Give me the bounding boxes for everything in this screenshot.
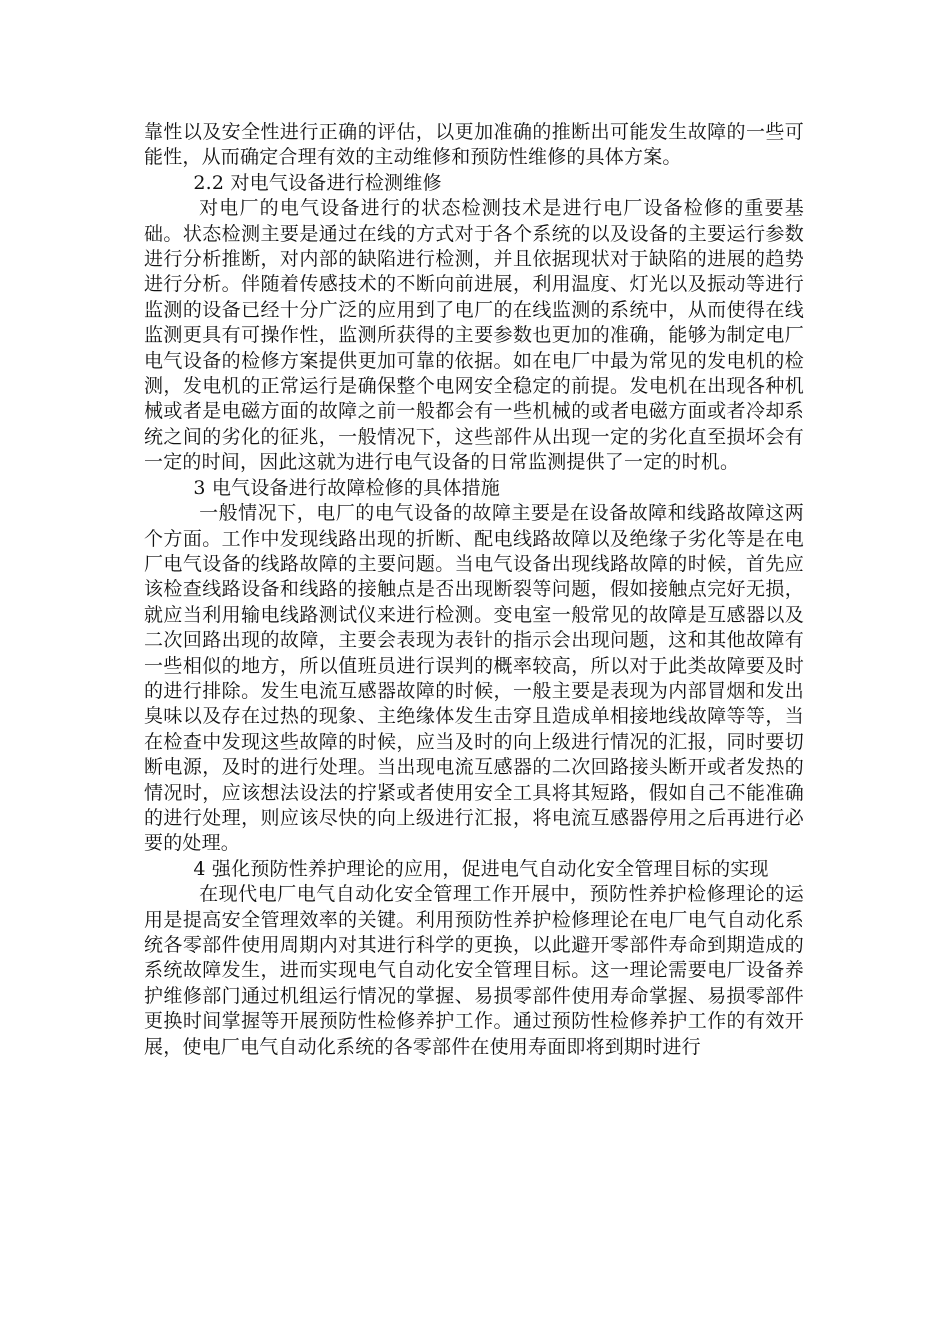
section-heading-2-2: 2.2 对电气设备进行检测维修 bbox=[193, 171, 442, 194]
section-heading-4: 4 强化预防性养护理论的应用，促进电气自动化安全管理目标的实现 bbox=[193, 857, 769, 880]
section-heading-3: 3 电气设备进行故障检修的具体措施 bbox=[193, 476, 500, 499]
paragraph-status-detection: 对电厂的电气设备进行的状态检测技术是进行电厂设备检修的重要基础。状态检测主要是通过在线的方式对于各个系统的以及设备的主要运行参数进行分析推断，对内部的缺陷进行检测，并且依据现状对于缺陷的进展的趋势进行分析。伴随着传感技术的不断向前进展，利用温度、灯光以及振动等进行监测的设备已经十分广泛的应用到了电厂的在线监测的系统中，从而使得在线监测更具有可操作性，监测所获得的主要参数也更加的准确，能够为制定电厂电气设备的检修方案提供更加可靠的依据。如在电厂中最为常见的发电机的检测，发电机的正常运行是确保整个电网安全稳定的前提。发电机在出现各种机械或者是电磁方面的故障之前一般都会有一些机械的或者电磁方面或者冷却系统之间的劣化的征兆，一般情况下，这些部件从出现一定的劣化直至损坏会有一定的时间，因此这就为进行电气设备的日常监测提供了一定的时机。 bbox=[144, 197, 804, 474]
paragraph-continuation: 靠性以及安全性进行正确的评估，以更加准确的推断出可能发生故障的一些可能性，从而确定合理有效的主动维修和预防性维修的具体方案。 bbox=[144, 121, 804, 169]
paragraph-fault-repair: 一般情况下，电厂的电气设备的故障主要是在设备故障和线路故障这两个方面。工作中发现线路出现的折断、配电线路故障以及绝缘子劣化等是在电厂电气设备的线路故障的主要问题。当电气设备出现线路故障的时候，首先应该检查线路设备和线路的接触点是否出现断裂等问题，假如接触点完好无损，就应当利用输电线路测试仪来进行检测。变电室一般常见的故障是互感器以及二次回路出现的故障，主要会表现为表针的指示会出现问题，这和其他故障有一些相似的地方，所以值班员进行误判的概率较高，所以对于此类故障要及时的进行排除。发生电流互感器故障的时候，一般主要是表现为内部冒烟和发出臭味以及存在过热的现象、主绝缘体发生击穿且造成单相接地线故障等等，当在检查中发现这些故障的时候，应当及时的向上级进行情况的汇报，同时要切断电源，及时的进行处理。当出现电流互感器的二次回路接头断开或者发热的情况时，应该想法设法的拧紧或者使用安全工具将其短路，假如自己不能准确的进行处理，则应该尽快的向上级进行汇报，将电流互感器停用之后再进行必要的处理。 bbox=[144, 502, 804, 855]
paragraph-preventive-maintenance: 在现代电厂电气自动化安全管理工作开展中，预防性养护检修理论的运用是提高安全管理效率的关键。利用预防性养护检修理论在电厂电气自动化系统各零部件使用周期内对其进行科学的更换，以此避开零部件寿命到期造成的系统故障发生，进而实现电气自动化安全管理目标。这一理论需要电厂设备养护维修部门通过机组运行情况的掌握、易损零部件使用寿命掌握、易损零部件更换时间掌握等开展预防性检修养护工作。通过预防性检修养护工作的有效开展，使电厂电气自动化系统的各零部件在使用寿面即将到期时进行 bbox=[144, 883, 804, 1058]
document-page bbox=[144, 120, 804, 1060]
